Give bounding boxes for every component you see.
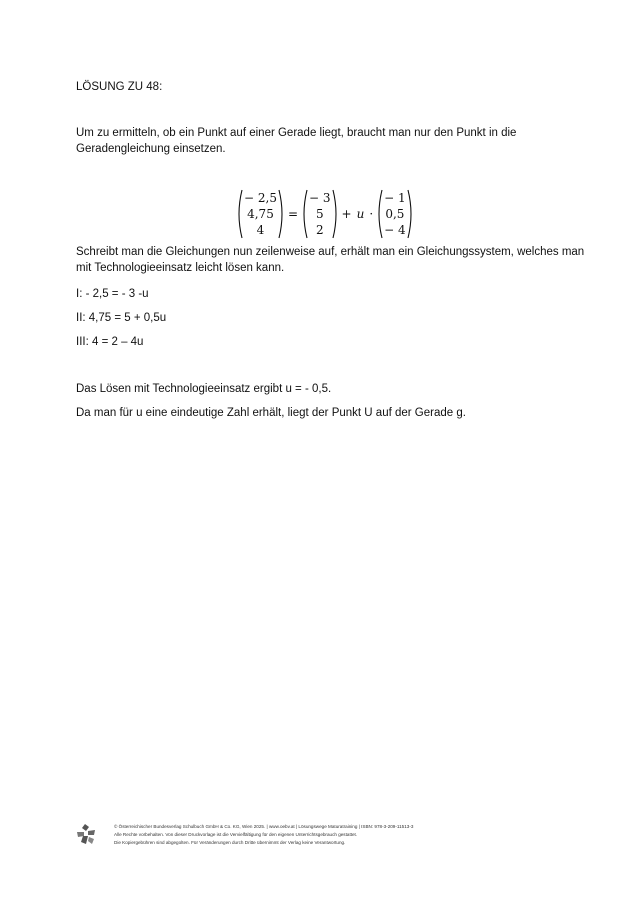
lhs-x: − 2,5 xyxy=(244,191,277,205)
direction-x: − 1 xyxy=(384,191,406,205)
point-vector xyxy=(301,189,339,239)
explain-line-2: mit Technologieeinsatz leicht lösen kann. xyxy=(76,262,285,274)
explain-line-1: Schreibt man die Gleichungen nun zeilenweise auf, erhält man ein Gleichungssystem, welches man xyxy=(76,246,585,258)
equation-row-2: II: 4,75 = 5 + 0,5u xyxy=(76,312,167,324)
solution-heading: LÖSUNG ZU 48: xyxy=(76,81,163,93)
footer-copyright: © Österreichischer Bundesverlag Schulbuch GmbH & Co. KG, Wien 2025. | www.oebv.at | Lösungswege Maturatraining | ISBN: 978-3-209-11513-3 xyxy=(114,824,414,829)
direction-y: 0,5 xyxy=(385,207,405,221)
direction-vector xyxy=(376,189,414,239)
lhs-y: 4,75 xyxy=(247,207,274,221)
result-line-1: Das Lösen mit Technologieeinsatz ergibt u = - 0,5. xyxy=(76,383,332,395)
equation-row-3: III: 4 = 2 – 4u xyxy=(76,336,144,348)
oebv-logo-icon xyxy=(74,822,98,846)
intro-line-2: Geradengleichung einsetzen. xyxy=(76,143,226,155)
equals-sign: = xyxy=(287,207,299,221)
lhs-z: 4 xyxy=(256,223,265,237)
point-z: 2 xyxy=(315,223,324,237)
parameter-u: u xyxy=(356,207,365,221)
result-line-2: Da man für u eine eindeutige Zahl erhält, liegt der Punkt U auf der Gerade g. xyxy=(76,407,466,419)
lhs-vector xyxy=(236,189,285,239)
equation-row-1: I: - 2,5 = - 3 -u xyxy=(76,288,149,300)
explanation-paragraph xyxy=(76,244,584,276)
intro-line-1: Um zu ermitteln, ob ein Punkt auf einer Gerade liegt, braucht man nur den Punkt in die xyxy=(76,127,517,139)
dot-sign: · xyxy=(369,207,374,221)
footer-fees: Die Kopiergebühren sind abgegolten. Für Veränderungen durch Dritte übernimmt der Verlag keine Verantwortung. xyxy=(114,840,346,845)
direction-z: − 4 xyxy=(384,223,406,237)
footer-rights: Alle Rechte vorbehalten. Von dieser Druckvorlage ist die Vervielfältigung für den eigenen Unterrichtsgebrauch gestattet. xyxy=(114,832,358,837)
plus-sign: + xyxy=(341,207,352,221)
point-x: − 3 xyxy=(309,191,331,205)
vector-equation xyxy=(236,189,414,239)
point-y: 5 xyxy=(315,207,324,221)
intro-paragraph xyxy=(76,125,516,157)
